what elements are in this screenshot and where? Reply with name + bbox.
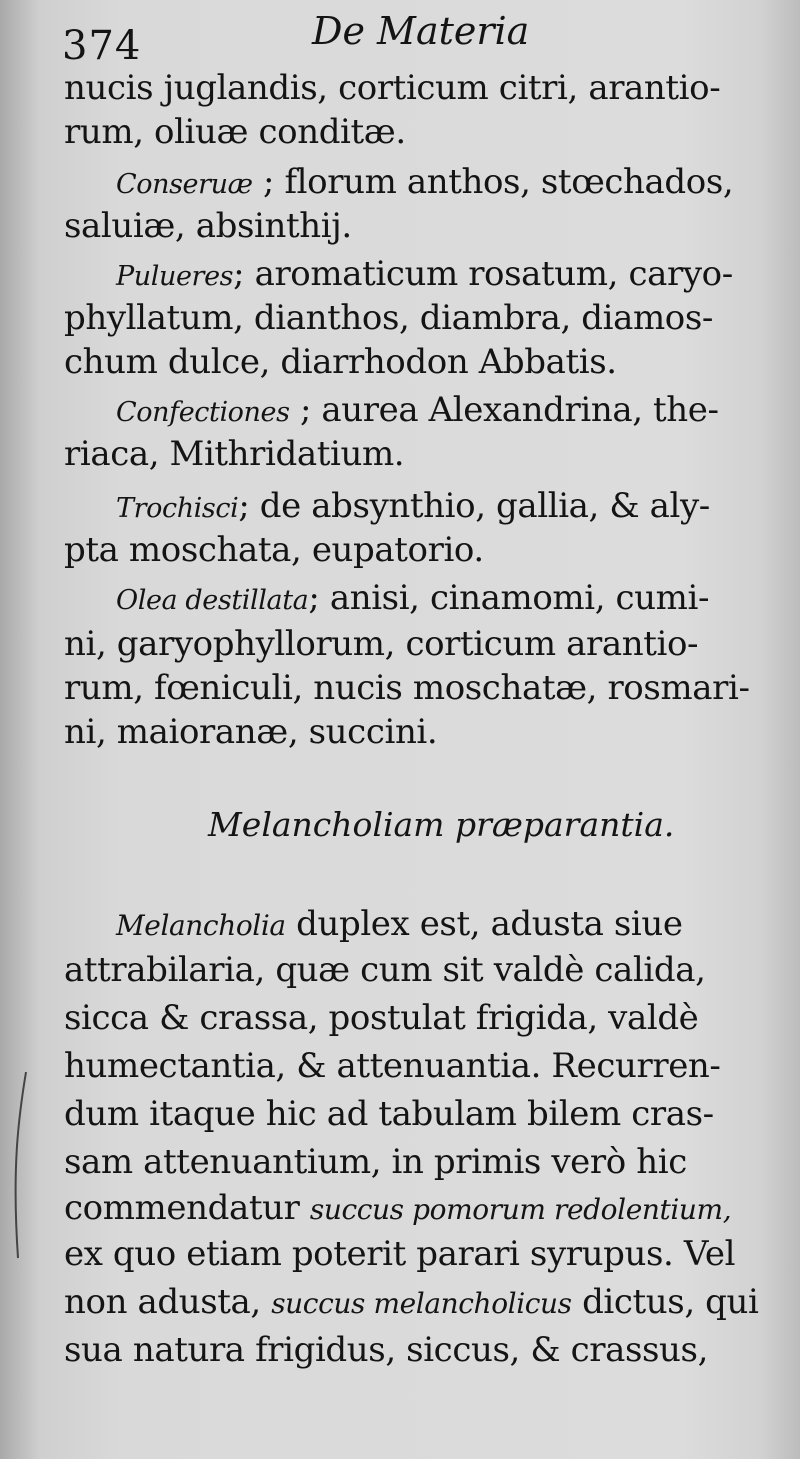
text-line: saluiæ, absinthij. — [64, 206, 352, 246]
italic-phrase: succus pomorum redolentium, — [309, 1193, 732, 1226]
entry-label: Conseruæ — [116, 169, 253, 200]
text-line — [64, 1186, 731, 1232]
entry-text: ; aurea Alexandrina, the- — [289, 390, 719, 430]
entry-label: Olea destillata — [116, 585, 309, 616]
text-line: ex quo etiam poterit parari syrupus. Vel — [64, 1234, 736, 1274]
page-header — [0, 8, 800, 68]
entry-label: Pulueres — [116, 261, 234, 292]
text-line: ni, garyophyllorum, corticum arantio- — [64, 624, 699, 664]
text-line: sua natura frigidus, siccus, & crassus, — [64, 1330, 709, 1370]
text-line: ni, maioranæ, succini. — [64, 712, 438, 752]
entry-text: commendatur — [64, 1188, 310, 1228]
text-line: nucis juglandis, corticum citri, arantio- — [64, 68, 721, 108]
text-line: sam attenuantium, in primis verò hic — [64, 1142, 687, 1182]
section-heading: Melancholiam præparantia. — [208, 805, 675, 844]
entry-text: dictus, qui — [571, 1282, 759, 1322]
text-line: phyllatum, dianthos, diambra, diamos- — [64, 298, 714, 338]
entry-text: ; florum anthos, stœchados, — [252, 162, 734, 202]
entry-label: Confectiones — [116, 397, 290, 428]
text-line — [116, 160, 733, 207]
margin-pencil-mark — [6, 1070, 30, 1260]
italic-phrase: succus melancholicus — [271, 1287, 572, 1320]
text-line: rum, fœniculi, nucis moschatæ, rosmari- — [64, 668, 750, 708]
page-number: 374 — [62, 23, 142, 69]
text-line — [116, 902, 683, 948]
text-line: riaca, Mithridatium. — [64, 434, 405, 474]
text-line: pta moschata, eupatorio. — [64, 530, 484, 570]
running-head: De Materia — [312, 9, 530, 53]
text-line: sicca & crassa, postulat frigida, valdè — [64, 998, 699, 1038]
entry-label: Melancholia — [116, 909, 286, 942]
entry-text: ; aromaticum rosatum, caryo- — [233, 254, 733, 294]
entry-text: non adusta, — [64, 1282, 272, 1322]
text-line — [116, 484, 710, 531]
text-line — [116, 576, 709, 623]
text-line: dum itaque hic ad tabulam bilem cras- — [64, 1094, 714, 1134]
text-line — [116, 388, 719, 435]
entry-text: ; anisi, cinamomi, cumi- — [308, 578, 710, 618]
entry-text: duplex est, adusta siue — [285, 904, 683, 944]
text-line: humectantia, & attenuantia. Recurren- — [64, 1046, 721, 1086]
text-line — [64, 1280, 759, 1326]
text-line — [116, 252, 733, 299]
entry-text: ; de absynthio, gallia, & aly- — [238, 486, 710, 526]
text-line: attrabilaria, quæ cum sit valdè calida, — [64, 950, 706, 990]
text-line: chum dulce, diarrhodon Abbatis. — [64, 342, 617, 382]
text-line: rum, oliuæ conditæ. — [64, 112, 406, 152]
entry-label: Trochisci — [116, 493, 239, 524]
